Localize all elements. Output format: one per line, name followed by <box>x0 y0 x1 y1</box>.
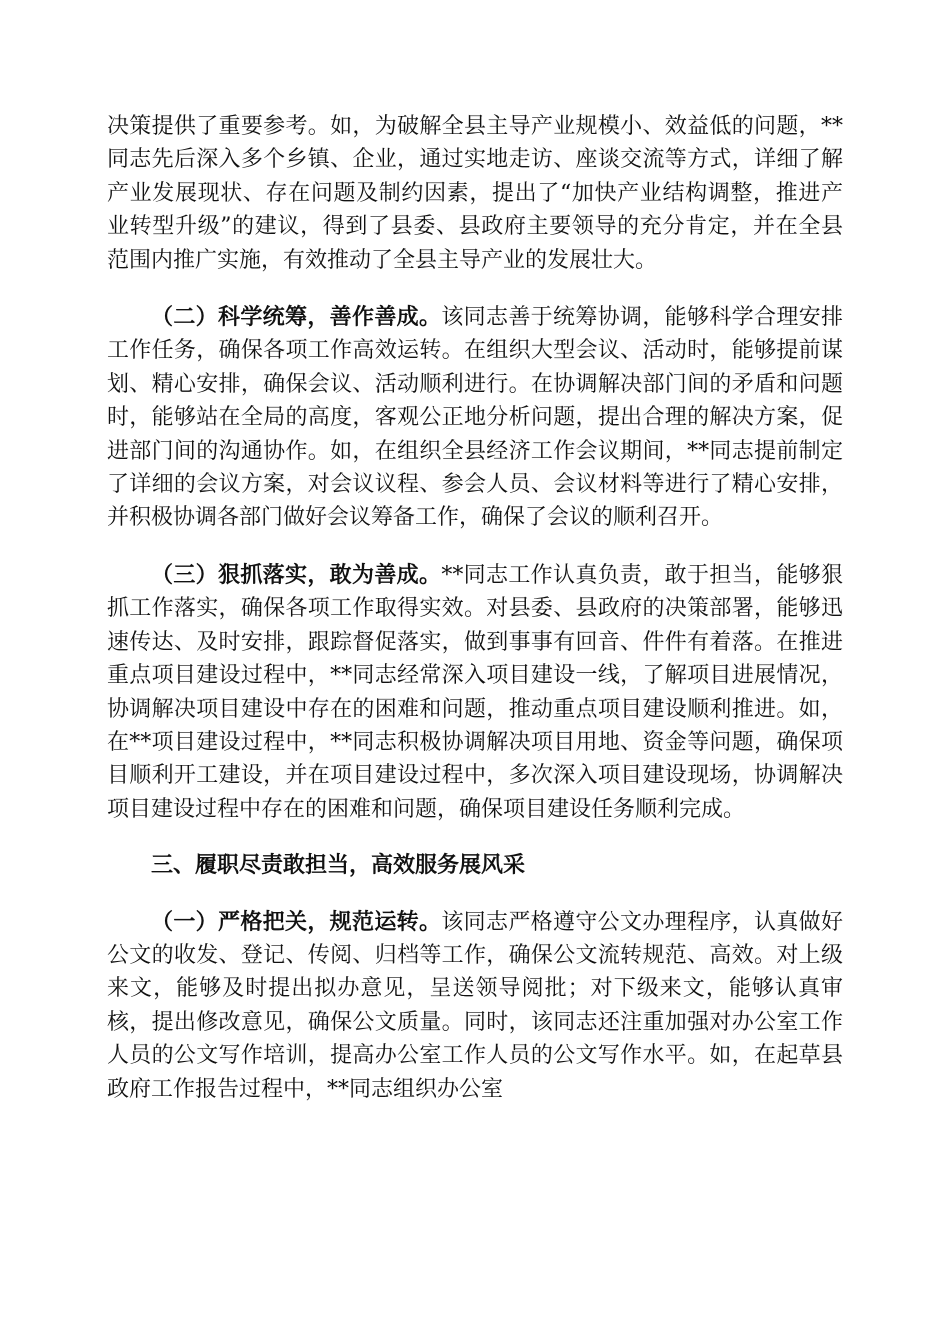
paragraph-section3-item1 <box>107 906 843 1106</box>
paragraph-text: 该同志善于统筹协调，能够科学合理安排工作任务，确保各项工作高效运转。在组织大型会议、活动时，能够提前谋划、精心安排，确保会议、活动顺利进行。在协调解决部门间的矛盾和问题时，能够站在全局的高度，客观公正地分析问题，提出合理的解决方案，促进部门间的沟通协作。如，在组织全县经济工作会议期间，**同志提前制定了详细的会议方案，对会议议程、参会人员、会议材料等进行了精心安排，并积极协调各部门做好会议筹备工作，确保了会议的顺利召开。 <box>107 305 843 531</box>
paragraph-text: 该同志严格遵守公文办理程序，认真做好公文的收发、登记、传阅、归档等工作，确保公文流转规范、高效。对上级来文，能够及时提出拟办意见，呈送领导阅批；对下级来文，能够认真审核，提出修改意见，确保公文质量。同时，该同志还注重加强对办公室工作人员的公文写作培训，提高办公室工作人员的公文写作水平。如，在起草县政府工作报告过程中，**同志组织办公室 <box>107 909 843 1102</box>
paragraph-lead-heading: （一）严格把关，规范运转。 <box>151 909 442 935</box>
paragraph-section2-item3 <box>107 559 843 826</box>
document-body <box>107 110 843 1106</box>
paragraph-continuation <box>107 110 843 277</box>
paragraph-text: 决策提供了重要参考。如，为破解全县主导产业规模小、效益低的问题，**同志先后深入多个乡镇、企业，通过实地走访、座谈交流等方式，详细了解产业发展现状、存在问题及制约因素，提出了“加快产业结构调整，推进产业转型升级”的建议，得到了县委、县政府主要领导的充分肯定，并在全县范围内推广实施，有效推动了全县主导产业的发展壮大。 <box>107 114 843 273</box>
paragraph-lead-heading: （二）科学统筹，善作善成。 <box>151 305 442 331</box>
paragraph-lead-heading: （三）狠抓落实，敢为善成。 <box>151 562 442 588</box>
section-heading: 三、履职尽责敢担当，高效服务展风采 <box>151 853 526 879</box>
paragraph-text: **同志工作认真负责，敢于担当，能够狠抓工作落实，确保各项工作取得实效。对县委、县政府的决策部署，能够迅速传达、及时安排，跟踪督促落实，做到事事有回音、件件有着落。在推进重点项目建设过程中，**同志经常深入项目建设一线，了解项目进展情况，协调解决项目建设中存在的困难和问题，推动重点项目建设顺利推进。如，在**项目建设过程中，**同志积极协调解决项目用地、资金等问题，确保项目顺利开工建设，并在项目建设过程中，多次深入项目建设现场，协调解决项目建设过程中存在的困难和问题，确保项目建设任务顺利完成。 <box>107 562 843 822</box>
paragraph-section2-item2 <box>107 301 843 535</box>
